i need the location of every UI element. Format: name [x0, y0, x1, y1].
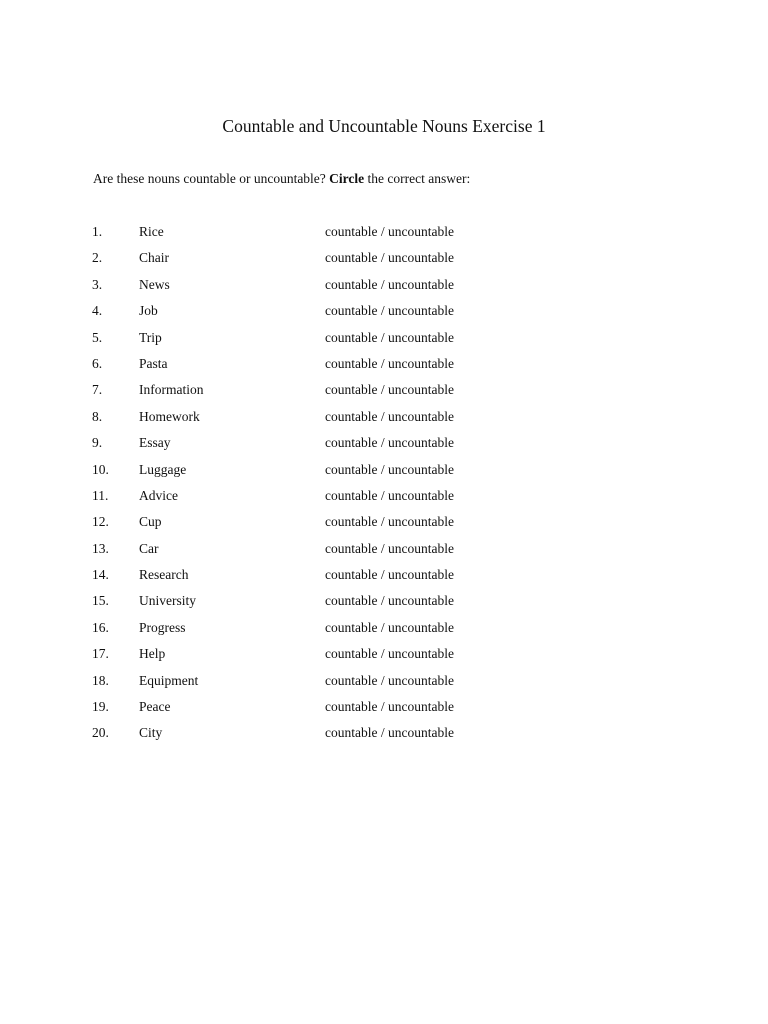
exercise-item: [0, 486, 768, 512]
item-number: 16.: [92, 619, 109, 635]
item-choice: countable / uncountable: [325, 382, 454, 398]
exercise-item: [0, 723, 768, 749]
item-noun: Cup: [139, 514, 162, 530]
item-choice: countable / uncountable: [325, 487, 454, 503]
item-number: 13.: [92, 540, 109, 556]
item-number: 3.: [92, 276, 103, 292]
item-number: 19.: [92, 699, 109, 715]
item-noun: University: [139, 593, 196, 609]
exercise-item: [0, 539, 768, 565]
worksheet-title: Countable and Uncountable Nouns Exercise 1: [222, 116, 546, 136]
item-noun: Advice: [139, 487, 178, 503]
item-noun: News: [139, 276, 170, 292]
item-number: 18.: [92, 672, 109, 688]
item-number: 1.: [92, 224, 103, 239]
item-choice: countable / uncountable: [325, 224, 454, 239]
item-choice: countable / uncountable: [325, 435, 454, 451]
item-choice: countable / uncountable: [325, 619, 454, 635]
item-choice: countable / uncountable: [325, 329, 454, 345]
exercise-item: [0, 565, 768, 591]
item-number: 12.: [92, 514, 109, 530]
exercise-list: [0, 222, 768, 750]
item-noun: Research: [139, 567, 189, 583]
exercise-item: [0, 380, 768, 406]
item-choice: countable / uncountable: [325, 646, 454, 662]
exercise-item: [0, 222, 768, 248]
exercise-item: [0, 301, 768, 327]
exercise-item: [0, 671, 768, 697]
item-noun: Chair: [139, 250, 169, 266]
item-choice: countable / uncountable: [325, 408, 454, 424]
item-choice: countable / uncountable: [325, 567, 454, 583]
exercise-item: [0, 644, 768, 670]
exercise-item: [0, 591, 768, 617]
item-choice: countable / uncountable: [325, 699, 454, 715]
item-number: 17.: [92, 646, 109, 662]
exercise-item: [0, 433, 768, 459]
item-number: 5.: [92, 329, 103, 345]
item-choice: countable / uncountable: [325, 514, 454, 530]
item-number: 6.: [92, 355, 103, 371]
instructions-text-start: Are these nouns countable or uncountable?: [93, 171, 330, 186]
instructions-text-end: the correct answer:: [364, 171, 471, 186]
item-noun: Homework: [139, 408, 200, 424]
exercise-item: [0, 275, 768, 301]
item-noun: Information: [139, 382, 204, 398]
item-choice: countable / uncountable: [325, 303, 454, 319]
item-choice: countable / uncountable: [325, 593, 454, 609]
item-noun: Trip: [139, 329, 162, 345]
exercise-item: [0, 512, 768, 538]
item-choice: countable / uncountable: [325, 540, 454, 556]
exercise-item: [0, 697, 768, 723]
item-number: 10.: [92, 461, 109, 477]
item-number: 14.: [92, 567, 109, 583]
item-number: 11.: [92, 487, 109, 503]
exercise-item: [0, 354, 768, 380]
item-noun: Help: [139, 646, 166, 662]
instructions-emphasis: Circle: [329, 171, 365, 186]
item-noun: Peace: [139, 699, 171, 715]
item-number: 9.: [92, 435, 103, 451]
item-choice: countable / uncountable: [325, 725, 454, 741]
exercise-item: [0, 460, 768, 486]
exercise-item: [0, 328, 768, 354]
item-number: 4.: [92, 303, 103, 319]
item-noun: Essay: [139, 435, 171, 451]
item-number: 8.: [92, 408, 103, 424]
item-noun: Job: [139, 303, 158, 319]
item-number: 15.: [92, 593, 109, 609]
item-choice: countable / uncountable: [325, 672, 454, 688]
item-choice: countable / uncountable: [325, 355, 454, 371]
exercise-item: [0, 248, 768, 274]
item-number: 2.: [92, 250, 103, 266]
item-noun: Rice: [139, 224, 164, 239]
exercise-item: [0, 618, 768, 644]
item-number: 20.: [92, 725, 109, 741]
item-noun: Progress: [139, 619, 186, 635]
exercise-item: [0, 407, 768, 433]
instructions: [93, 170, 470, 188]
item-choice: countable / uncountable: [325, 461, 454, 477]
item-noun: City: [139, 725, 163, 741]
item-number: 7.: [92, 382, 103, 398]
item-choice: countable / uncountable: [325, 276, 454, 292]
item-noun: Pasta: [139, 355, 168, 371]
item-noun: Car: [139, 540, 159, 556]
item-noun: Equipment: [139, 672, 199, 688]
item-noun: Luggage: [139, 461, 187, 477]
item-choice: countable / uncountable: [325, 250, 454, 266]
